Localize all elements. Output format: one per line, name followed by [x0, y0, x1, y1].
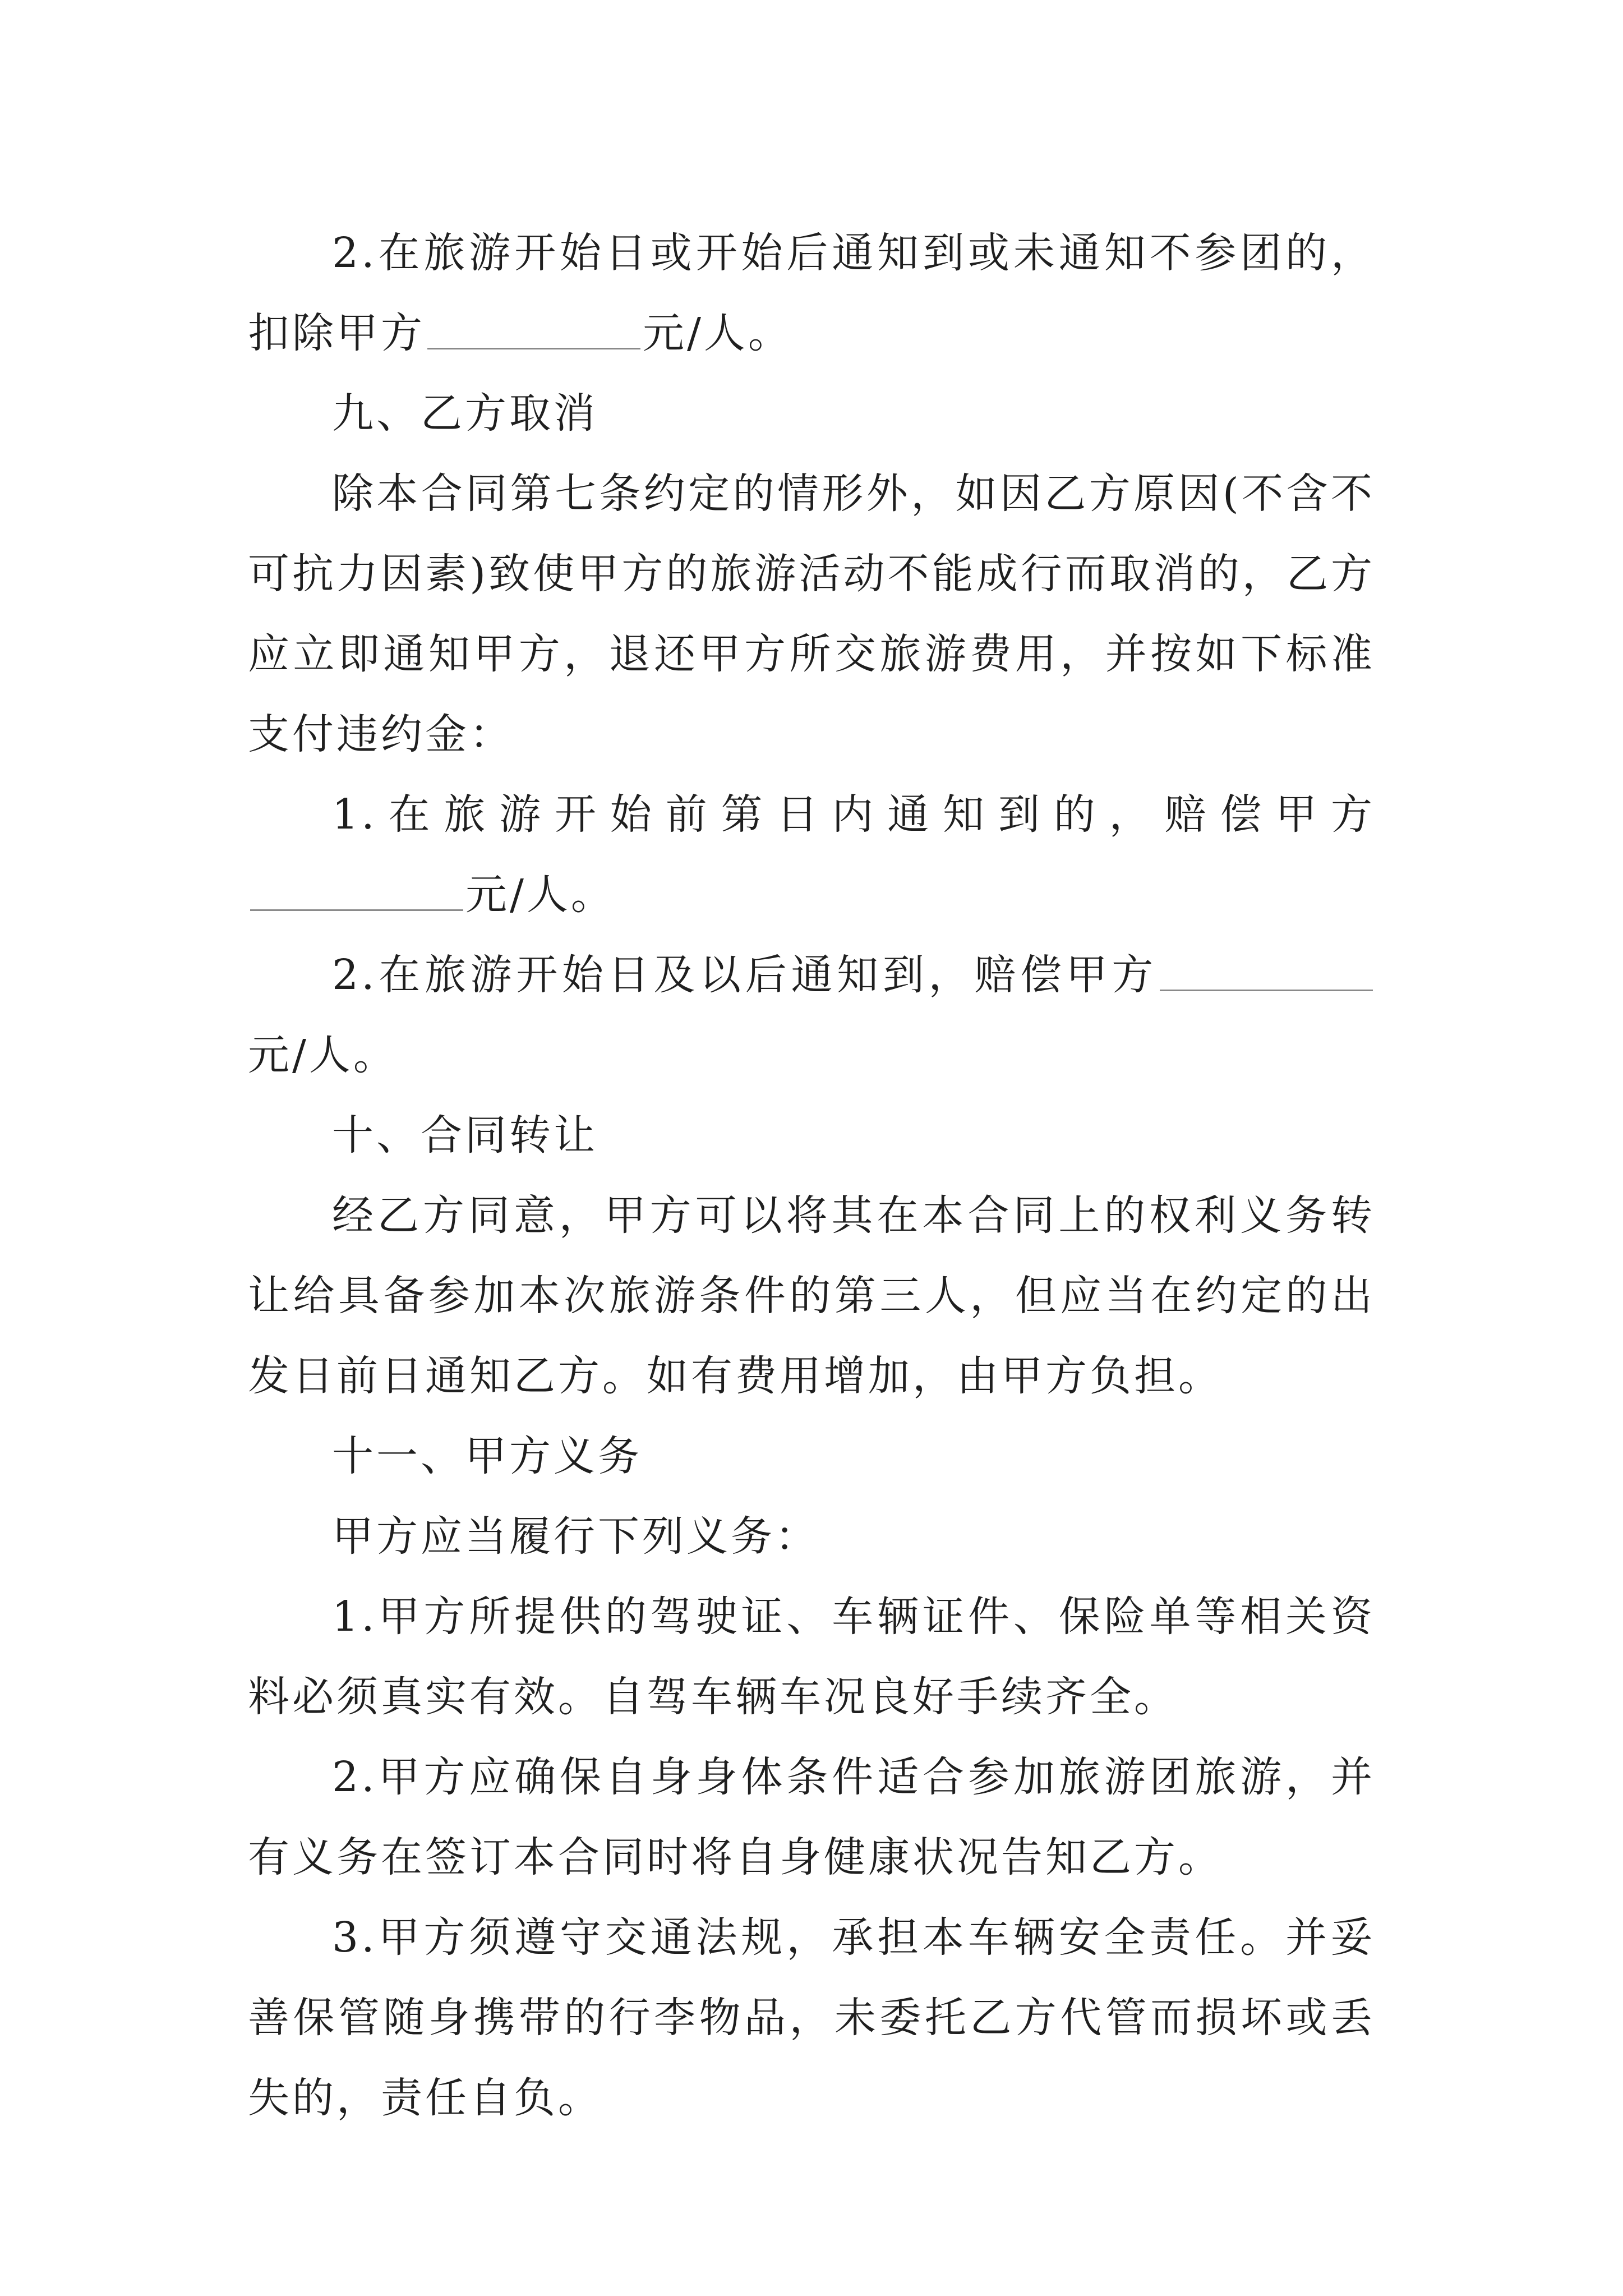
paragraph-text: 1.在旅游开始前第日内通知到的，赔偿甲方: [332, 790, 1375, 839]
paragraph-clause-11-1: 1.甲方所提供的驾驶证、车辆证件、保险单等相关资料必须真实有效。自驾车辆车况良好手续齐全。: [248, 1593, 1375, 1721]
paragraph-clause-10: 经乙方同意，甲方可以将其在本合同上的权利义务转让给具备参加本次旅游条件的第三人，但应当在约定的出发日前日通知乙方。如有费用增加，由甲方负担。: [248, 1191, 1375, 1400]
section-heading-9: 九、乙方取消: [332, 389, 598, 438]
section-heading-11: 十一、甲方义务: [332, 1432, 642, 1480]
fill-in-blank: [427, 306, 640, 349]
paragraph-text: 2.在旅游开始日及以后通知到，赔偿甲方: [332, 951, 1158, 999]
fill-in-blank: [250, 868, 463, 911]
paragraph-clause-11-2: 2.甲方应确保自身身体条件适合参加旅游团旅游，并有义务在签订本合同时将自身健康状况告知乙方。: [248, 1753, 1375, 1881]
paragraph-text: 元/人。: [643, 309, 792, 357]
paragraph-text: 除甲方: [292, 309, 425, 357]
paragraph-clause-9: 除本合同第七条约定的情形外，如因乙方原因(不含不可抗力因素)致使甲方的旅游活动不能成行而取消的，乙方应立即通知甲方，退还甲方所交旅游费用，并按如下标准支付违约金：: [248, 470, 1375, 758]
paragraph-text: 2.在旅游开始日或开始后通知到或未通知不参团的，扣: [248, 229, 1375, 357]
paragraph-clause-11-3: 3.甲方须遵守交通法规，承担本车辆安全责任。并妥善保管随身携带的行李物品，未委托乙方代管而损坏或丢失的，责任自负。: [248, 1913, 1375, 2122]
paragraph-clause-9-1: [248, 775, 1375, 935]
paragraph-clause-11: 甲方应当履行下列义务：: [332, 1512, 819, 1561]
paragraph-clause-8-2: [248, 213, 1375, 374]
fill-in-blank: [1160, 948, 1373, 991]
document-body: [248, 213, 1375, 2138]
paragraph-text: /人。: [292, 1031, 398, 1079]
paragraph-text: 元: [248, 1031, 292, 1079]
section-heading-10: 十、合同转让: [332, 1111, 598, 1159]
paragraph-clause-9-2: [248, 935, 1375, 1096]
paragraph-text: 元/人。: [465, 871, 615, 919]
